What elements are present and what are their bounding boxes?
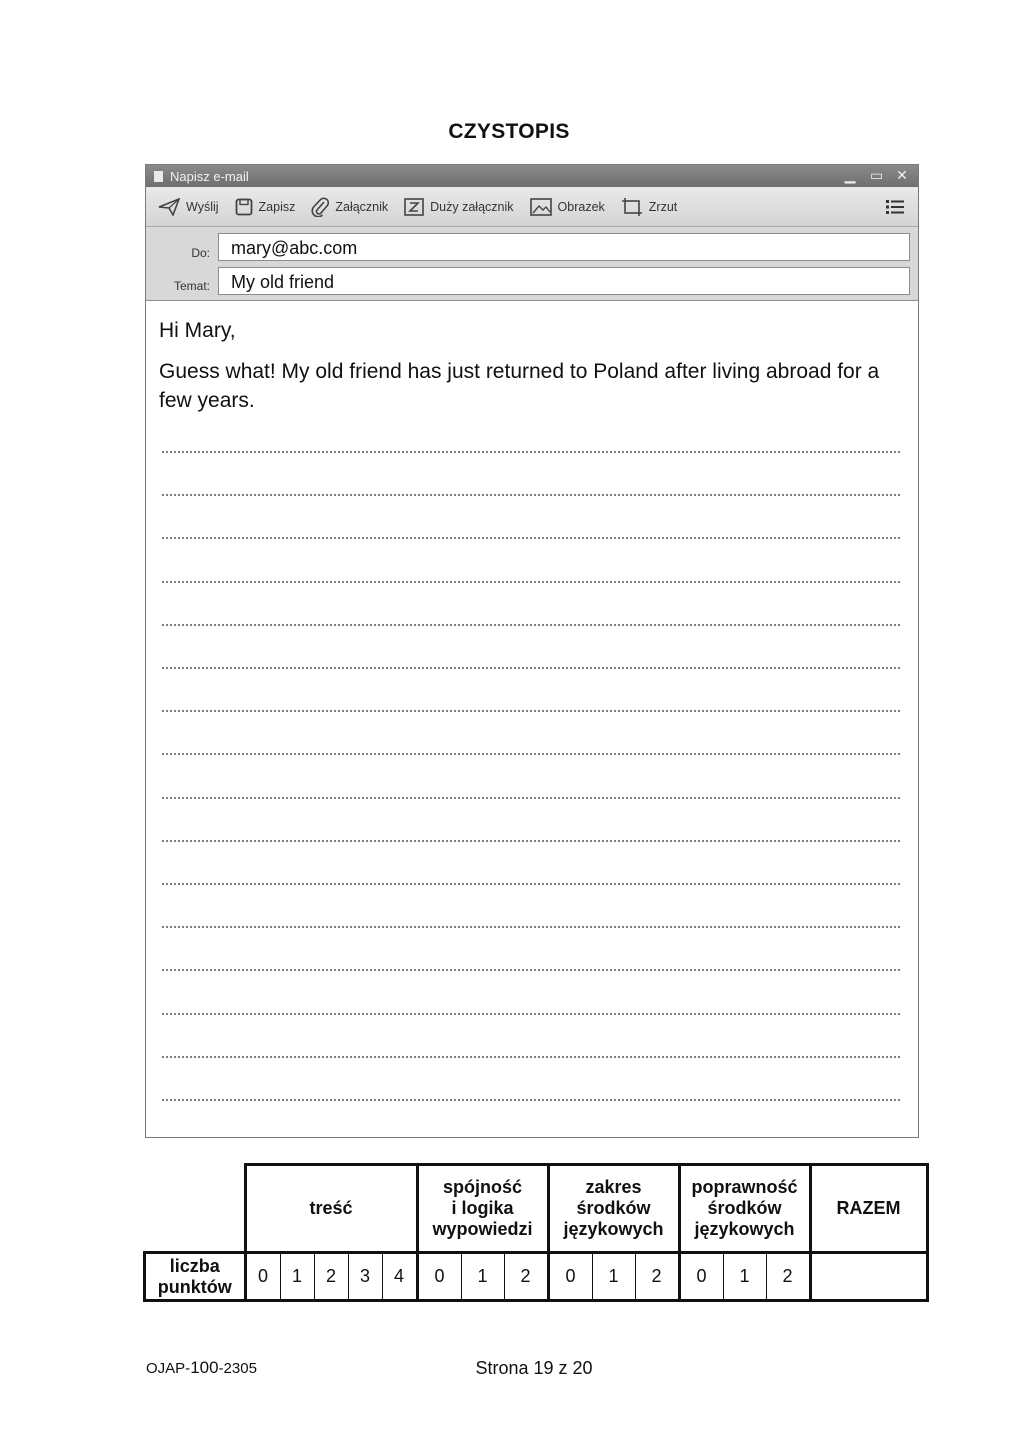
image-icon xyxy=(530,198,552,216)
to-field[interactable]: mary@abc.com xyxy=(218,233,910,261)
writing-line[interactable] xyxy=(161,451,901,453)
writing-line[interactable] xyxy=(161,581,901,583)
writing-line[interactable] xyxy=(161,753,901,755)
coherence-point[interactable]: 0 xyxy=(417,1253,461,1301)
writing-line[interactable] xyxy=(161,797,901,799)
content-header: treść xyxy=(245,1165,417,1253)
content-point[interactable]: 4 xyxy=(382,1253,417,1301)
intro-text: Guess what! My old friend has just returned to Poland after living abroad for a few years. xyxy=(159,360,880,412)
content-point[interactable]: 1 xyxy=(280,1253,314,1301)
paperclip-icon xyxy=(311,197,329,217)
writing-line[interactable] xyxy=(161,840,901,842)
window-title: Napisz e-mail xyxy=(170,168,249,184)
score-table xyxy=(143,1163,929,1302)
coherence-header: spójność i logika wypowiedzi xyxy=(417,1165,548,1253)
writing-line[interactable] xyxy=(161,494,901,496)
points-row-label: liczba punktów xyxy=(145,1253,246,1301)
accuracy-point[interactable]: 2 xyxy=(766,1253,810,1301)
subject-label: Temat: xyxy=(173,279,210,293)
screenshot-icon xyxy=(621,197,643,217)
toolbar xyxy=(146,187,918,227)
save-icon xyxy=(235,198,253,216)
exam-code: OJAP-100-2305 xyxy=(146,1358,257,1377)
writing-line[interactable] xyxy=(161,926,901,928)
screenshot-button[interactable]: Zrzut xyxy=(621,197,677,217)
writing-line[interactable] xyxy=(161,1099,901,1101)
accuracy-point[interactable]: 0 xyxy=(679,1253,723,1301)
page-number: Strona 19 z 20 xyxy=(475,1358,593,1378)
writing-line[interactable] xyxy=(161,883,901,885)
total-value-cell[interactable] xyxy=(810,1253,927,1301)
send-icon xyxy=(158,198,180,216)
coherence-point[interactable]: 1 xyxy=(461,1253,504,1301)
email-compose-window xyxy=(145,164,919,1138)
accuracy-header: poprawność środków językowych xyxy=(679,1165,810,1253)
close-icon[interactable]: ✕ xyxy=(896,167,908,183)
writing-line[interactable] xyxy=(161,710,901,712)
content-point[interactable]: 2 xyxy=(314,1253,348,1301)
range-header: zakres środków językowych xyxy=(548,1165,679,1253)
writing-line[interactable] xyxy=(161,537,901,539)
image-button[interactable]: Obrazek xyxy=(530,198,605,216)
range-point[interactable]: 1 xyxy=(592,1253,635,1301)
content-point[interactable]: 0 xyxy=(245,1253,280,1301)
greeting: Hi Mary, xyxy=(159,319,236,342)
accuracy-point[interactable]: 1 xyxy=(723,1253,766,1301)
minimize-icon[interactable]: ▁ xyxy=(844,167,856,183)
large-attachment-button[interactable]: Duży załącznik xyxy=(404,198,513,216)
zip-icon xyxy=(404,198,424,216)
page-title: CZYSTOPIS xyxy=(448,120,570,143)
maximize-icon[interactable]: ▭ xyxy=(870,167,884,183)
writing-line[interactable] xyxy=(161,624,901,626)
range-point[interactable]: 2 xyxy=(635,1253,679,1301)
send-button[interactable]: Wyślij xyxy=(158,198,219,216)
content-point[interactable]: 3 xyxy=(348,1253,382,1301)
writing-line[interactable] xyxy=(161,667,901,669)
menu-icon[interactable] xyxy=(886,199,904,215)
total-header: RAZEM xyxy=(810,1165,927,1253)
writing-line[interactable] xyxy=(161,1056,901,1058)
window-titlebar xyxy=(146,165,918,187)
writing-line[interactable] xyxy=(161,1013,901,1015)
email-headers xyxy=(146,227,918,301)
blank-corner-cell xyxy=(145,1165,246,1253)
save-button[interactable]: Zapisz xyxy=(235,198,296,216)
coherence-point[interactable]: 2 xyxy=(504,1253,548,1301)
range-point[interactable]: 0 xyxy=(548,1253,592,1301)
to-label: Do: xyxy=(191,246,210,260)
document-icon xyxy=(154,171,163,182)
writing-line[interactable] xyxy=(161,969,901,971)
subject-field[interactable]: My old friend xyxy=(218,267,910,295)
attachment-button[interactable]: Załącznik xyxy=(311,197,388,217)
window-controls xyxy=(844,167,908,184)
